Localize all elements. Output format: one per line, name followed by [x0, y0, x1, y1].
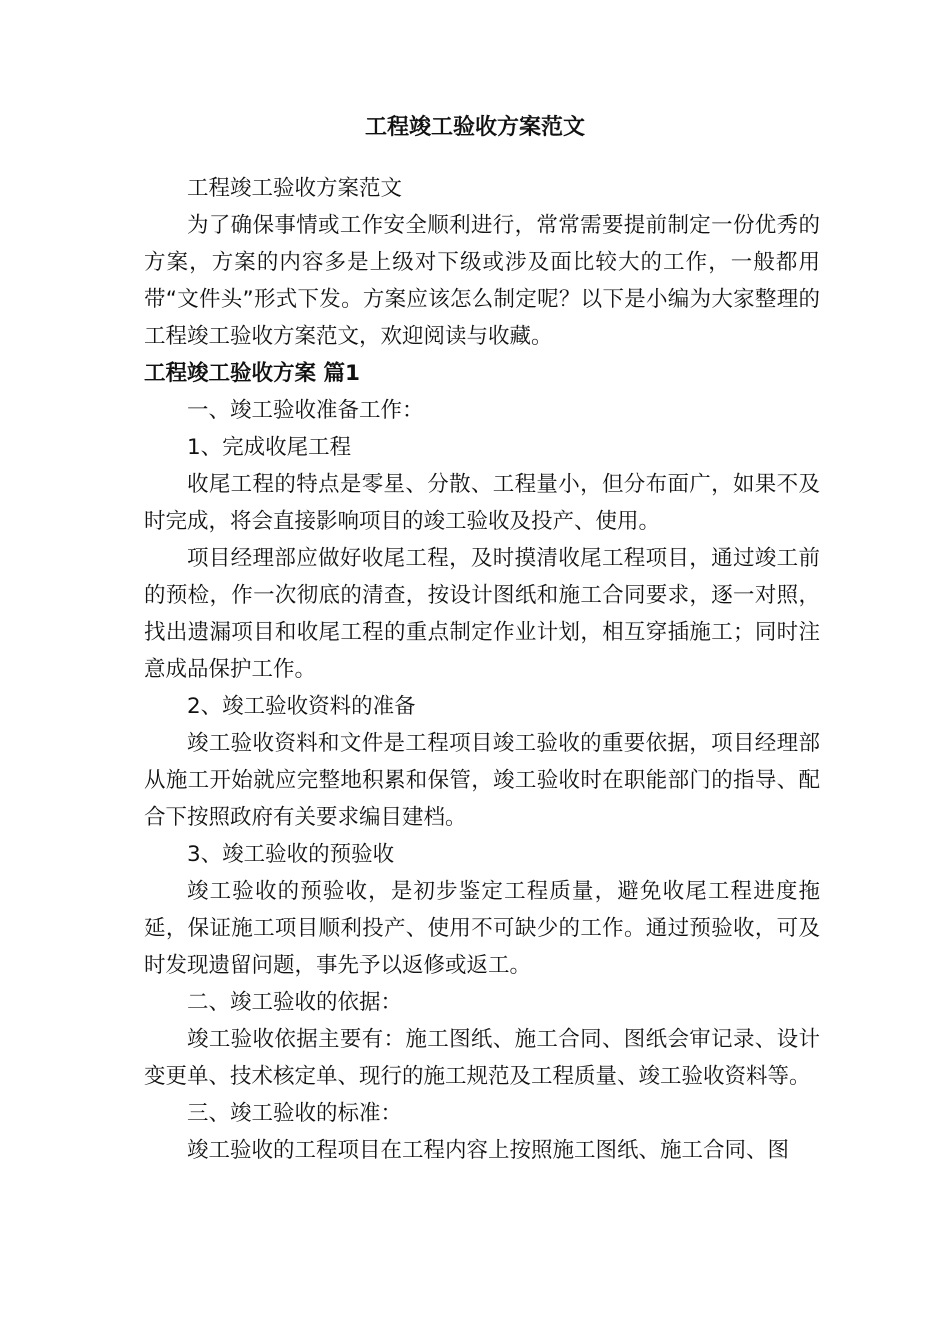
paragraph: 项目经理部应做好收尾工程，及时摸清收尾工程项目，通过竣工前的预检，作一次彻底的清查，按设计图纸和施工合同要求，逐一对照，找出遗漏项目和收尾工程的重点制定作业计划，相互穿插施工；同时注意成品保护工作。	[144, 546, 820, 682]
paragraph: 为了确保事情或工作安全顺利进行，常常需要提前制定一份优秀的方案，方案的内容多是上级对下级或涉及面比较大的工作，一般都用带“文件头”形式下发。方案应该怎么制定呢？以下是小编为大家整理的工程竣工验收方案范文，欢迎阅读与收藏。	[144, 213, 820, 349]
paragraph: 竣工验收资料和文件是工程项目竣工验收的重要依据，项目经理部从施工开始就应完整地积累和保管，竣工验收时在职能部门的指导、配合下按照政府有关要求编目建档。	[144, 731, 820, 830]
paragraph: 收尾工程的特点是零星、分散、工程量小，但分布面广，如果不及时完成，将会直接影响项目的竣工验收及投产、使用。	[144, 472, 820, 534]
paragraph: 二、竣工验收的依据：	[187, 990, 403, 1015]
document-body	[144, 170, 820, 1169]
document-title: 工程竣工验收方案范文	[364, 115, 585, 140]
paragraph: 1、完成收尾工程	[187, 435, 352, 460]
paragraph: 三、竣工验收的标准：	[187, 1101, 403, 1126]
paragraph: 一、竣工验收准备工作：	[187, 398, 424, 423]
paragraph: 工程竣工验收方案范文	[187, 176, 403, 201]
paragraph: 竣工验收依据主要有：施工图纸、施工合同、图纸会审记录、设计变更单、技术核定单、现行的施工规范及工程质量、竣工验收资料等。	[144, 1027, 820, 1089]
paragraph: 竣工验收的预验收，是初步鉴定工程质量，避免收尾工程进度拖延，保证施工项目顺利投产、使用不可缺少的工作。通过预验收，可及时发现遗留问题，事先予以返修或返工。	[144, 879, 820, 978]
section-heading: 工程竣工验收方案 篇1	[144, 361, 360, 386]
paragraph: 竣工验收的工程项目在工程内容上按照施工图纸、施工合同、图	[187, 1138, 790, 1163]
paragraph: 3、竣工验收的预验收	[187, 842, 395, 867]
paragraph: 2、竣工验收资料的准备	[187, 694, 416, 719]
